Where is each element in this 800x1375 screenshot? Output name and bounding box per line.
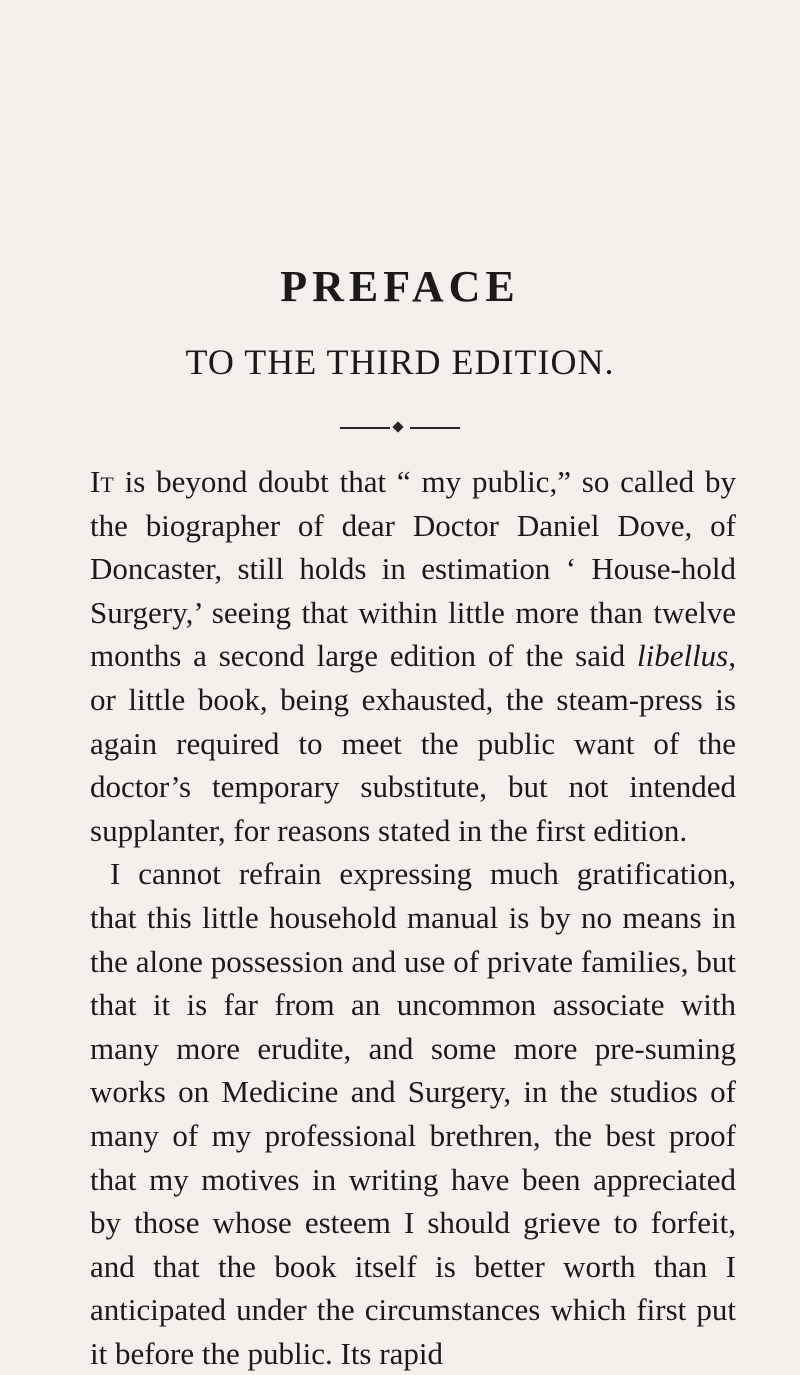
divider-ornament <box>340 422 460 434</box>
divider-line-right <box>410 427 460 429</box>
diamond-icon <box>392 421 403 432</box>
preface-subtitle: TO THE THIRD EDITION. <box>185 342 615 382</box>
paragraph-2 <box>90 852 736 1375</box>
paragraph-segment: is beyond doubt that “ my public,” so called by the biographer of dear Doctor Daniel Dove, of Doncaster, still holds in estimation ‘ House-hold Surgery,’ seeing that within little more than twelve months a second large edition of the said <box>90 464 736 674</box>
paragraph-segment: I cannot refrain expressing much gratification, that this little household manual is by no means in the alone possession and use of private families, but that it is far from an uncommon associate with many more erudite, and some more pre-suming works on Medicine and Surgery, in the studios of many of my professional brethren, the best proof that my motives in writing have been appreciated by those whose esteem I should grieve to forfeit, and that the book itself is better worth than I anticipated under the circumstances which first put it before the public. Its rapid <box>90 856 736 1371</box>
paragraph-lead: It <box>90 464 114 499</box>
paragraph-segment-italic: libellus, <box>636 638 736 674</box>
preface-title: PREFACE <box>280 262 520 311</box>
divider-line-left <box>340 427 390 429</box>
preface-body <box>90 460 736 1375</box>
paragraph-1 <box>90 460 736 852</box>
paragraph-segment: or little book, being exhausted, the steam-press is again required to meet the public want of the doctor’s temporary substitute, but not intended supplanter, for reasons stated in the first edition. <box>90 681 736 848</box>
